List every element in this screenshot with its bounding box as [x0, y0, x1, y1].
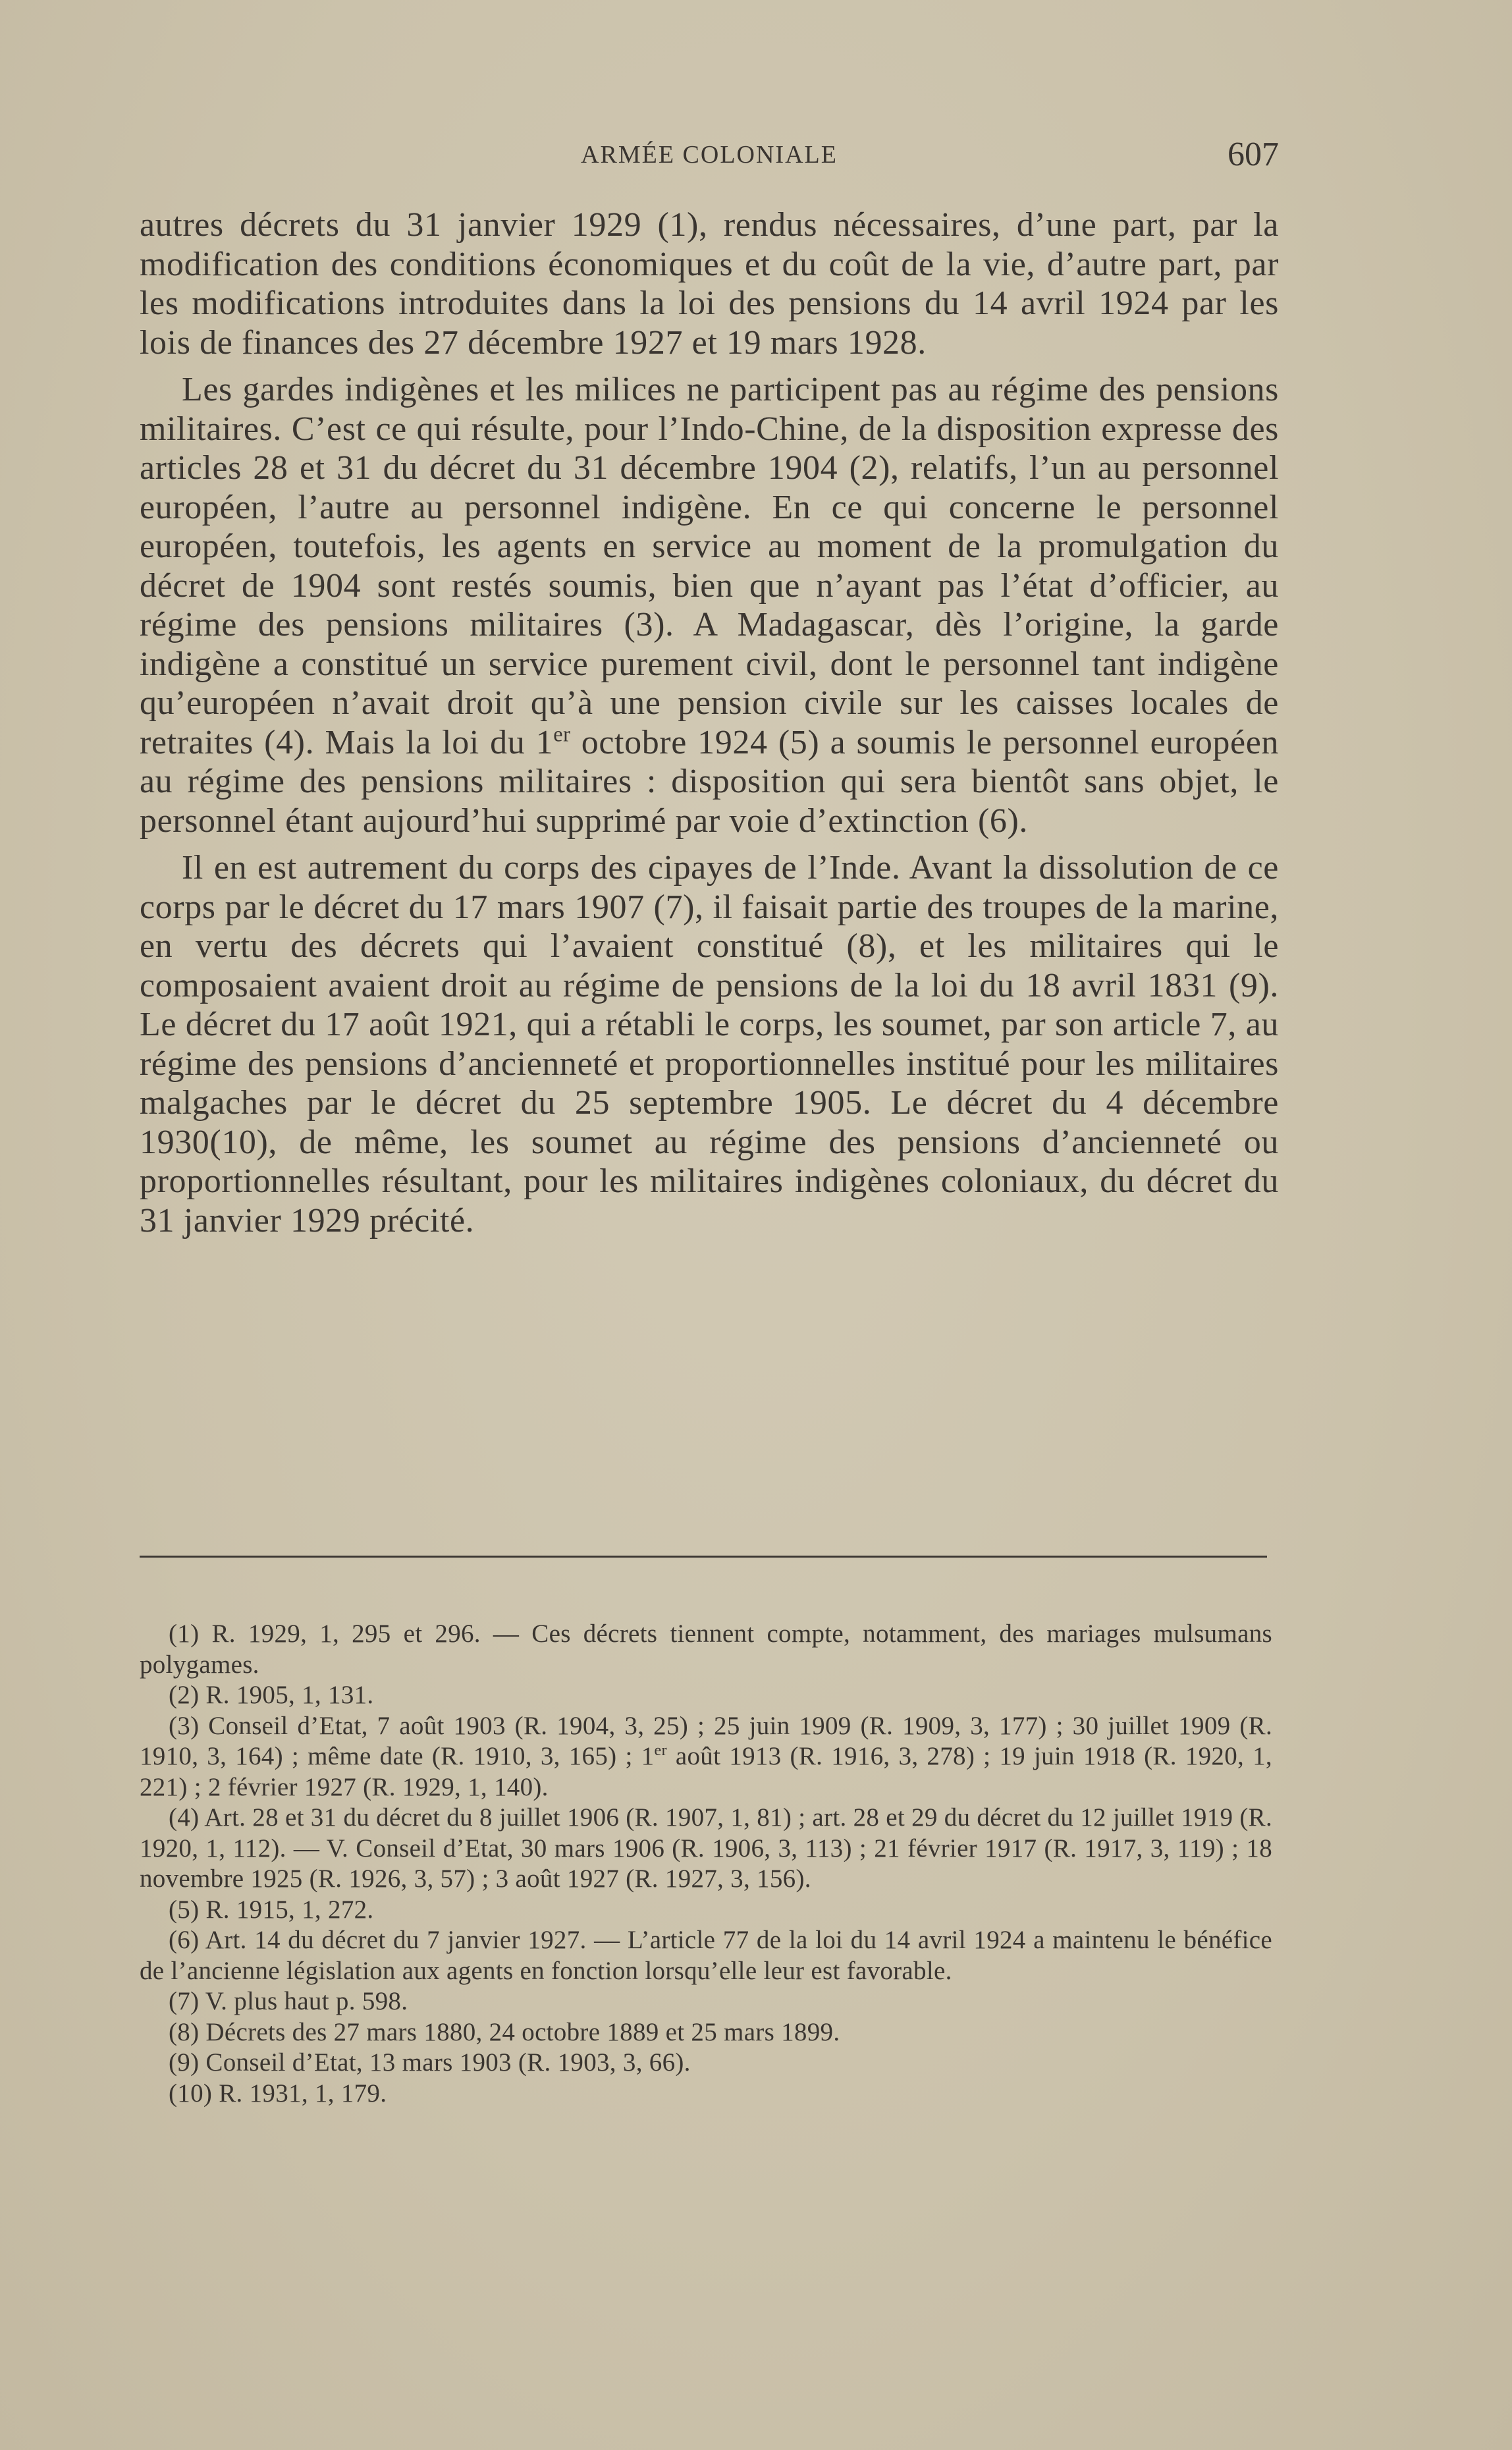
footnote-part: août 1913 (R. 1916, 3, 278) ; 19 juin 1918 (R. 1920, 1, 221) ; 2 février 1927 (R. 1929, 1, 140). [140, 1742, 1272, 1801]
paragraph [140, 370, 1279, 840]
superscript: er [553, 722, 571, 746]
running-head: ARMÉE COLONIALE [581, 141, 838, 169]
footnote: (7) V. plus haut p. 598. [169, 1987, 408, 2015]
footnote: (5) R. 1915, 1, 272. [169, 1895, 374, 1924]
footnote: (2) R. 1905, 1, 131. [169, 1681, 374, 1709]
paragraph: Il en est autrement du corps des cipayes de l’Inde. Avant la dissolution de ce corps par le décret du 17 mars 1907 (7), il faisait partie des troupes de la marine, en vertu des décrets qui l’avaient constitué (8), et les militaires qui le composaient avaient droit au régime de pensions de la loi du 18 avril 1831 (9). Le décret du 17 août 1921, qui a rétabli le corps, les soumet, par son article 7, au régime des pensions d’ancienneté et proportionnelles institué pour les militaires malgaches par le décret du 25 septembre 1905. Le décret du 4 décembre 1930(10), de même, les soumet au régime des pensions d’ancienneté ou proportionnelles résultant, pour les militaires indigènes coloniaux, du décret du 31 janvier 1929 précité. [140, 849, 1279, 1239]
footnotes [140, 1619, 1272, 2109]
footnote: (9) Conseil d’Etat, 13 mars 1903 (R. 1903, 3, 66). [169, 2048, 691, 2077]
footnote-rule [140, 1556, 1267, 1558]
footnote: (4) Art. 28 et 31 du décret du 8 juillet 1906 (R. 1907, 1, 81) ; art. 28 et 29 du décret du 12 juillet 1919 (R. 1920, 1, 112). — V. Conseil d’Etat, 30 mars 1906 (R. 1906, 3, 113) ; 21 février 1917 (R. 1917, 3, 119) ; 18 novembre 1925 (R. 1926, 3, 57) ; 3 août 1927 (R. 1927, 3, 156). [140, 1803, 1272, 1893]
footnote [140, 1711, 1272, 1803]
footnote: (8) Décrets des 27 mars 1880, 24 octobre 1889 et 25 mars 1899. [169, 2017, 840, 2046]
page-header [140, 135, 1279, 175]
footnote: (1) R. 1929, 1, 295 et 296. — Ces décrets tiennent compte, notamment, des mariages mulsumans polygames. [140, 1620, 1272, 1679]
paragraph-part: Mais la loi du 1 [325, 723, 554, 761]
main-text [140, 205, 1279, 1248]
page-number: 607 [1228, 136, 1279, 173]
footnote: (6) Art. 14 du décret du 7 janvier 1927. — L’article 77 de la loi du 14 avril 1924 a maintenu le bénéfice de l’ancienne législation aux agents en fonction lorsqu’elle leur est favorable. [140, 1926, 1272, 1985]
footnote: (10) R. 1931, 1, 179. [169, 2079, 387, 2108]
paragraph-part: Les gardes indigènes et les milices ne participent pas au régime des pensions militaires. C’est ce qui résulte, pour l’Indo-Chine, de la disposition expresse des articles 28 et 31 du décret du 31 décembre 1904 (2), relatifs, l’un au personnel européen, l’autre au personnel indigène. En ce qui concerne le personnel européen, toutefois, les agents en service au moment de la promulgation du décret de 1904 sont restés soumis, bien que n’ayant pas l’état d’officier, au régime des pensions militaires (3). A Madagascar, dès l’origine, la garde indigène a constitué un service purement civil, dont le personnel tant indigène qu’européen n’avait droit qu’à une pension civile sur les caisses locales de retraites (4). [140, 371, 1279, 761]
paragraph: autres décrets du 31 janvier 1929 (1), rendus nécessaires, d’une part, par la modification des conditions économiques et du coût de la vie, d’autre part, par les modifications introduites dans la loi des pensions du 14 avril 1924 par les lois de finances des 27 décembre 1927 et 19 mars 1928. [140, 206, 1279, 362]
superscript: er [654, 1741, 667, 1759]
paragraph-part: octobre 1924 (5) a soumis le personnel européen au régime des pensions militaires : disposition qui sera bientôt sans objet, le personnel étant aujourd’hui supprimé par voie d’extinction (6). [140, 723, 1279, 840]
footnote-part: (3) Conseil d’Etat, 7 août 1903 (R. 1904, 3, 25) ; 25 juin 1909 (R. 1909, 3, 177) ; 30 juillet 1909 (R. 1910, 3, 164) ; même date (R. 1910, 3, 165) ; 1 [140, 1711, 1272, 1770]
